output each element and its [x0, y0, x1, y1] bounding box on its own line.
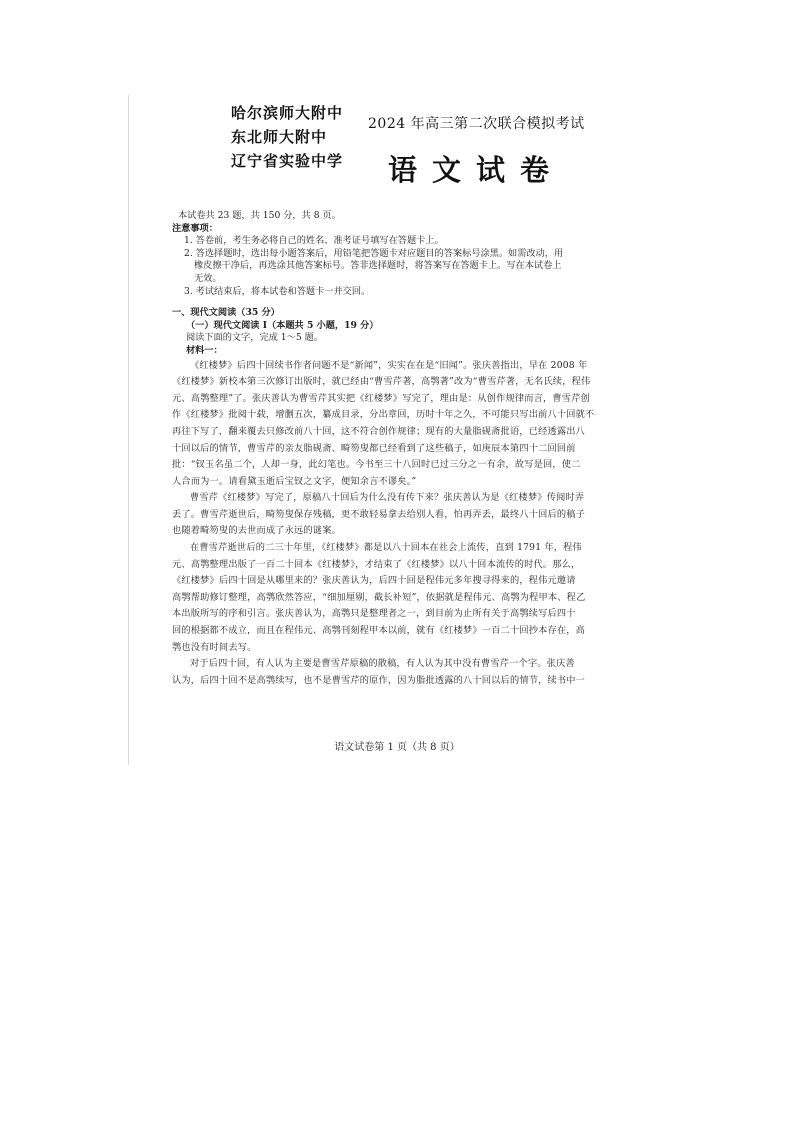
school-name: 哈尔滨师大附中	[231, 104, 344, 122]
passage-line: 元、高鹗整理出版了一百二十回本《红楼梦》，才结束了《红楼梦》以八十回本流传的时代。那么，	[172, 558, 581, 570]
notice-line: 橡皮擦干净后，再选涂其他答案标号。答非选择题时，将答案写在答题卡上。写在本试卷上	[194, 260, 562, 272]
passage-line: 人合而为一。请看黛玉逝后宝钗之文字，便知余言不谬矣。”	[172, 475, 417, 487]
school-name: 东北师大附中	[231, 128, 328, 146]
school-name: 辽宁省实验中学	[231, 152, 344, 170]
page-footer: 语文试卷第 1 页（共 8 页）	[334, 742, 460, 753]
passage-line: 丢了。曹雪芹逝世后，畸笏叟保存残稿，更不敢轻易拿去给别人看，怕再弄丢，最终八十回后的稿子	[172, 508, 586, 520]
passage-line: 曹雪芹《红楼梦》写完了，原稿八十回后为什么没有传下来？张庆善认为是《红楼梦》传阅时弄	[190, 492, 585, 504]
notice-line: 3. 考试结束后，将本试卷和答题卡一并交回。	[184, 285, 371, 297]
paper-intro: 本试卷共 23 题，共 150 分，共 8 页。	[178, 210, 341, 221]
subsection-heading: （一）现代文阅读 Ⅰ（本题共 5 小题，19 分）	[186, 319, 379, 331]
reading-instruction: 阅读下面的文字，完成 1～5 题。	[186, 332, 323, 344]
notice-line: 无效。	[194, 272, 222, 284]
section-heading: 一、现代文阅读（35 分）	[172, 307, 280, 319]
passage-line: 鹗也没有时间去写。	[172, 641, 257, 653]
passage-line: 回的根据都不成立，而且在程伟元、高鹗刊刻程甲本以前，就有《红楼梦》一百二十回抄本存在，高	[172, 625, 586, 637]
passage-line: 再往下写了，翻来覆去只修改前八十回，这不符合创作规律；现有的大量脂砚斋批语，已经透露出八	[172, 425, 586, 437]
passage-line: 对于后四十回，有人认为主要是曹雪芹原稿的散稿，有人认为其中没有曹雪芹一个字。张庆善	[190, 658, 575, 670]
passage-line: 《红楼梦》新校本第三次修订出版时，就已经由“曹雪芹著，高鹗著”改为“曹雪芹著，无名氏续，程伟	[172, 376, 591, 388]
notice-line: 1. 答卷前，考生务必将自己的姓名、准考证号填写在答题卡上。	[184, 235, 444, 247]
passage-line: 本出版所写的序和引言。张庆善认为，高鹗只是整理者之一，到目前为止所有关于高鹗续写后四十	[172, 608, 576, 620]
passage-line: 认为，后四十回不是高鹗续写，也不是曹雪芹的原作，因为脂批透露的八十回以后的情节，续书中一	[172, 674, 586, 686]
exam-body	[172, 210, 624, 689]
passage-line: 元、高鹗整理”了。张庆善认为曹雪芹其实把《红楼梦》写完了，理由是：从创作规律而言，曹雪芹创	[172, 392, 590, 404]
school-names	[231, 101, 349, 173]
passage-line: 在曹雪芹逝世后的二三十年里，《红楼梦》都是以八十回本在社会上流传，直到 1791 年，程伟	[190, 542, 582, 554]
notice-heading: 注意事项：	[172, 222, 218, 234]
passage-line: 也随着畸笏叟的去世而成了永远的谜案。	[172, 525, 341, 537]
reading-passage	[172, 358, 624, 690]
passage-line: 《红楼梦》后四十回是从哪里来的？张庆善认为，后四十回是程伟元多年搜寻得来的，程伟元邀请	[172, 575, 576, 587]
material-label: 材料一：	[186, 344, 223, 356]
passage-line: 作《红楼梦》批阅十载，增删五次，纂成目录，分出章回，历时十年之久，不可能只写出前八十回就不	[172, 409, 595, 421]
passage-line: 《红楼梦》后四十回续书作者问题不是“新闻”，实实在在是“旧闻”。张庆善指出，早在 2008 年	[190, 359, 588, 371]
notice-line: 2. 答选择题时，选出每小题答案后，用铅笔把答题卡对应题目的答案标号涂黑。如需改动，用	[184, 247, 564, 259]
passage-line: 十回以后的情节，曹雪芹的亲友脂砚斋、畸笏叟都已经看到了这些稿子，如庚辰本第四十二回回前	[172, 442, 576, 454]
exam-title: 2024 年高三第二次联合模拟考试	[368, 116, 585, 132]
notice-list	[172, 235, 624, 298]
passage-line: 高鹗帮助修订整理，高鹗欣然答应，“细加厘剔，截长补短”，依据就是程伟元、高鹗为程甲本、程乙	[172, 591, 586, 603]
subject-title: 语文试卷	[388, 153, 565, 187]
passage-line: 批：“钗玉名虽二个，人却一身，此幻笔也。今书至三十八回时已过三分之一有余，故写是回，使二	[172, 459, 581, 471]
